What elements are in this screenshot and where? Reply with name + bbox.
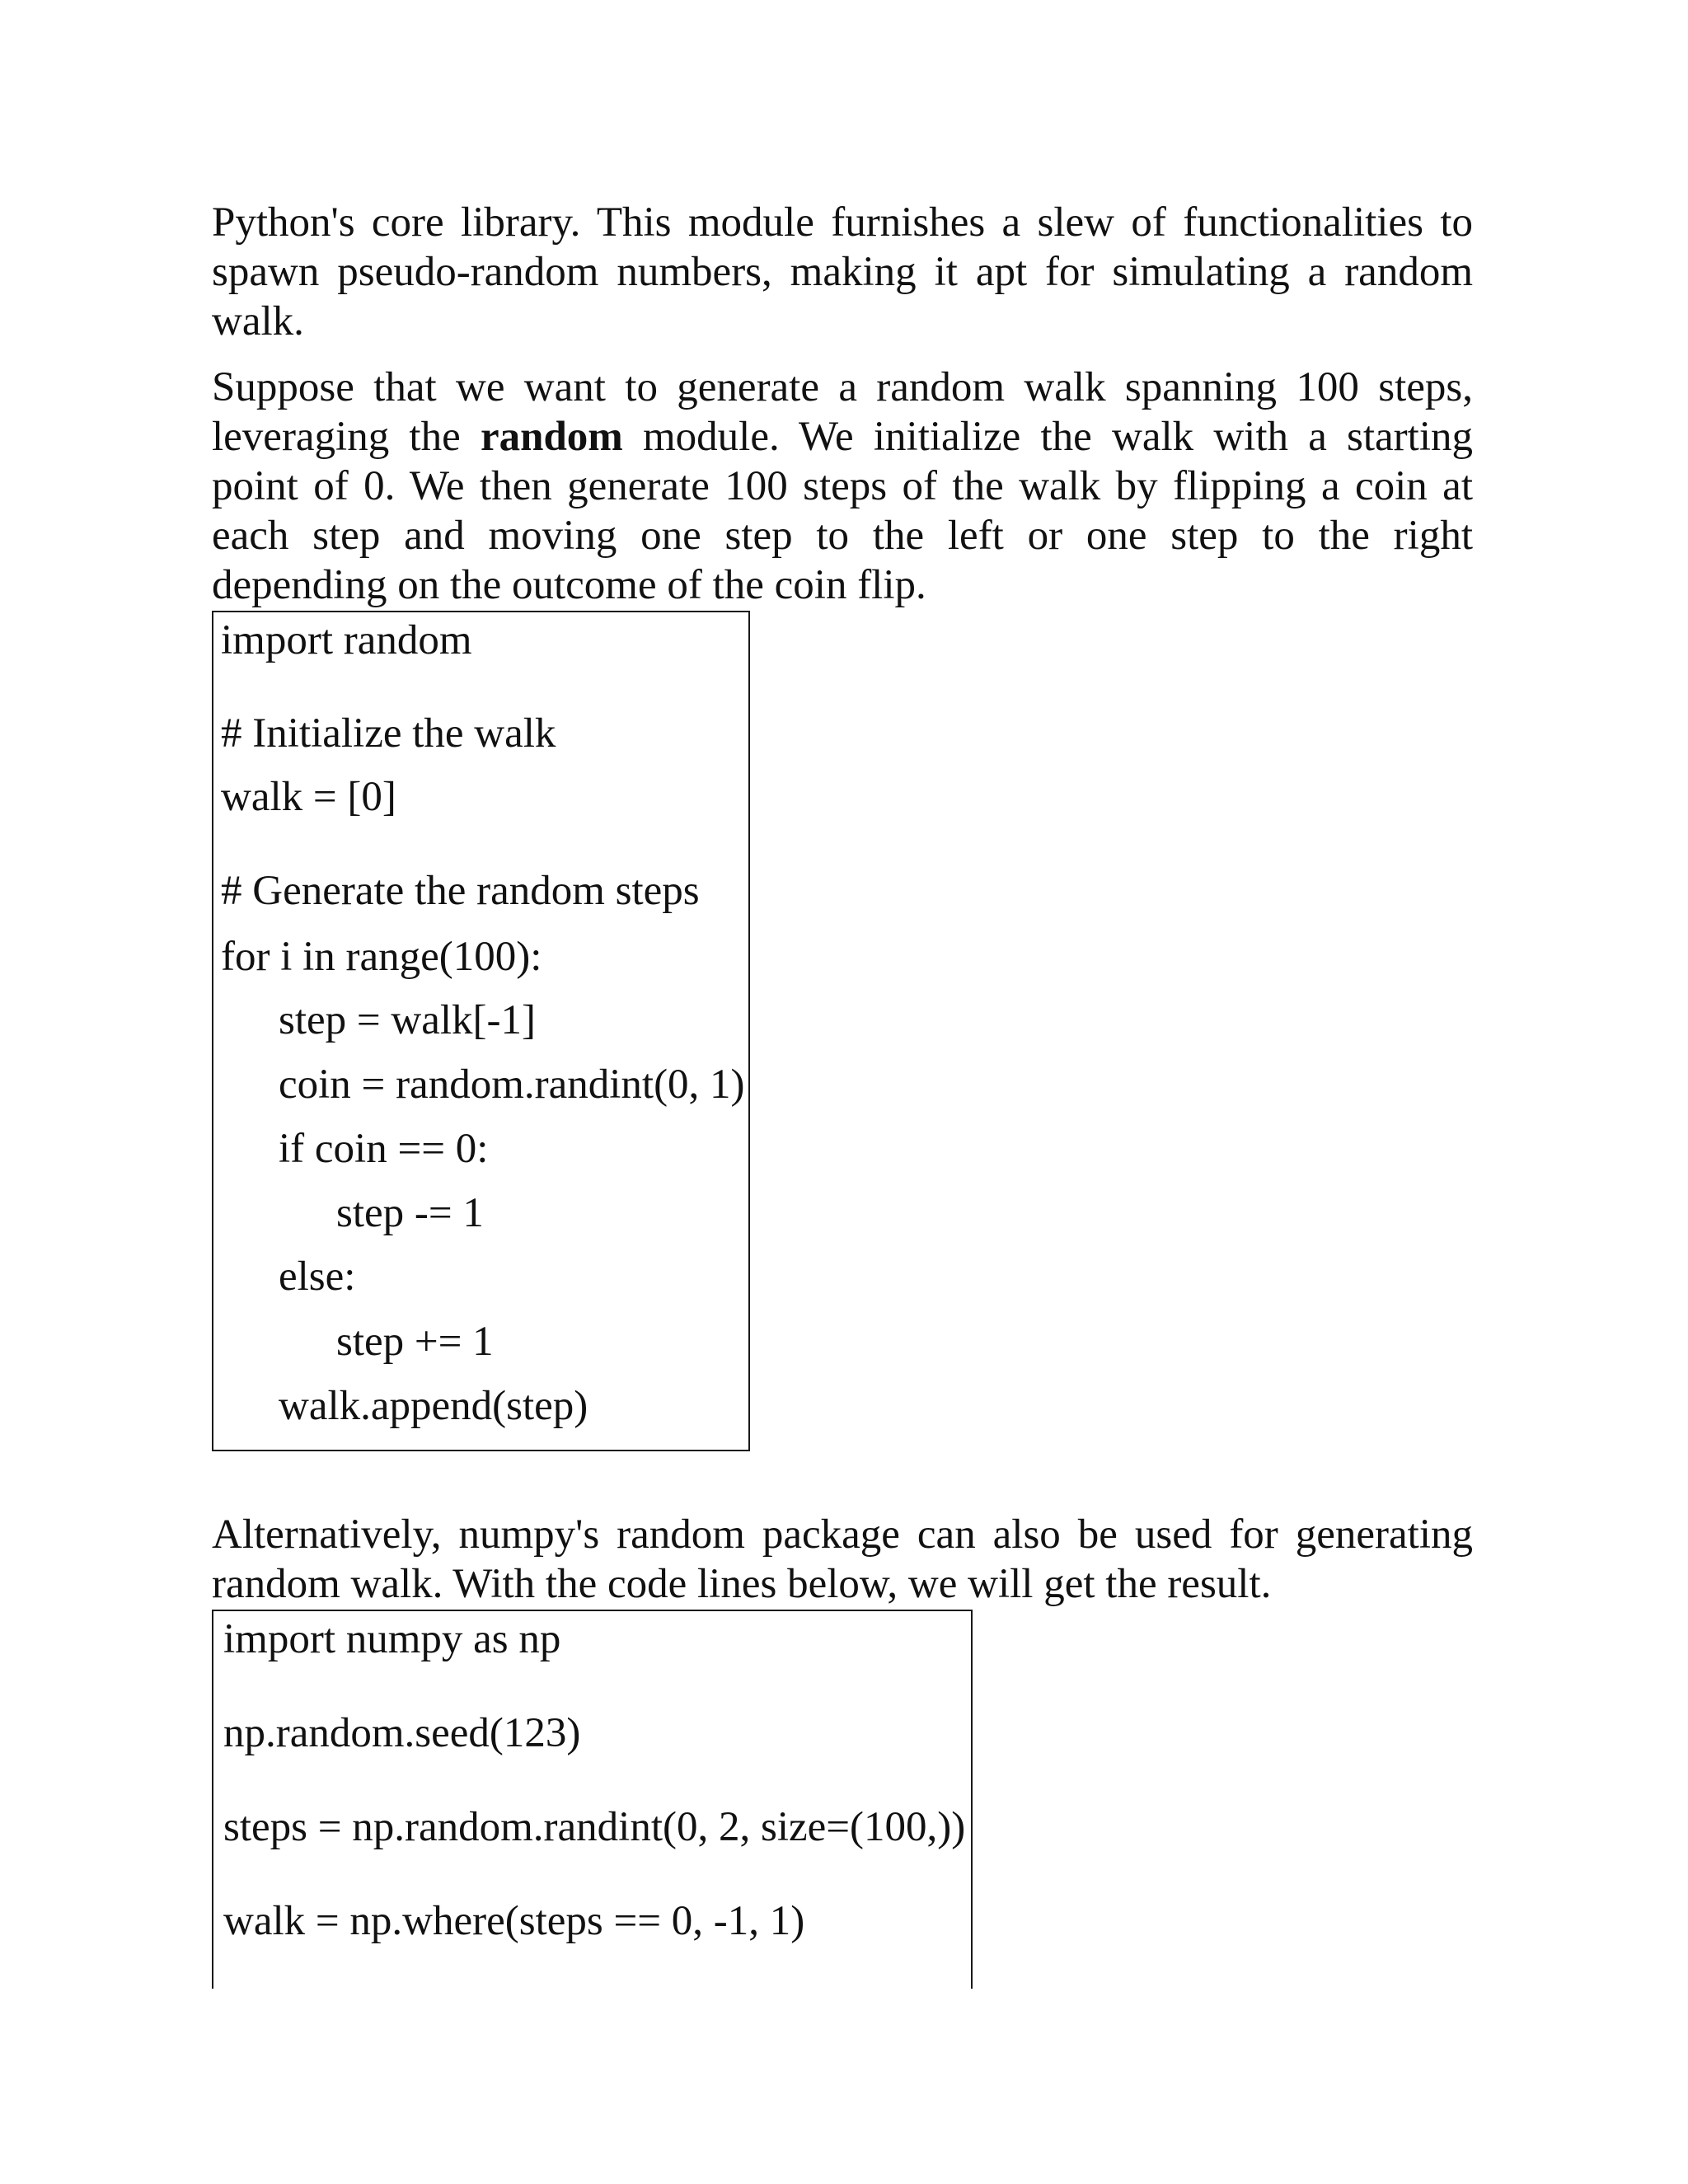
code-comment: # Initialize the walk (221, 710, 556, 757)
code-line: walk = [0] (221, 774, 396, 820)
paragraph-text: module. We initialize the walk with a starting point of 0. We then generate 100 steps of the walk by flipping a coin at each step and moving one step to the left or one step to the right depending on the outcome of the coin flip. (212, 414, 1473, 608)
code-block-random-walk (212, 611, 750, 1451)
code-line: import random (221, 617, 472, 663)
paragraph-random-walk-description (212, 363, 1473, 610)
code-line: step += 1 (336, 1319, 494, 1365)
code-line: step -= 1 (336, 1190, 484, 1236)
paragraph-random-module-intro: Python's core library. This module furnishes a slew of functionalities to spawn pseudo-random numbers, making it apt for simulating a random walk. (212, 199, 1473, 344)
paragraph-numpy-alternative: Alternatively, numpy's random package can also be used for generating random walk. With the code lines below, we will get the result. (212, 1511, 1473, 1607)
code-block-numpy-walk (212, 1610, 973, 1989)
code-line: step = walk[-1] (279, 997, 537, 1043)
code-line: walk.append(step) (279, 1383, 588, 1429)
code-line: for i in range(100): (221, 934, 542, 980)
code-line: coin = random.randint(0, 1) (279, 1062, 745, 1108)
code-line: import numpy as np (223, 1616, 561, 1662)
code-line: steps = np.random.randint(0, 2, size=(100,)) (223, 1804, 966, 1850)
code-line: np.random.seed(123) (223, 1710, 581, 1756)
code-line: if coin == 0: (279, 1126, 489, 1172)
paragraph-text: Suppose that we want to generate a random walk spanning 100 steps, leveraging the (212, 364, 1473, 460)
bold-keyword-random: random (480, 414, 623, 460)
code-line: walk = np.where(steps == 0, -1, 1) (223, 1898, 805, 1944)
code-line: else: (279, 1254, 356, 1300)
code-comment: # Generate the random steps (221, 868, 700, 914)
